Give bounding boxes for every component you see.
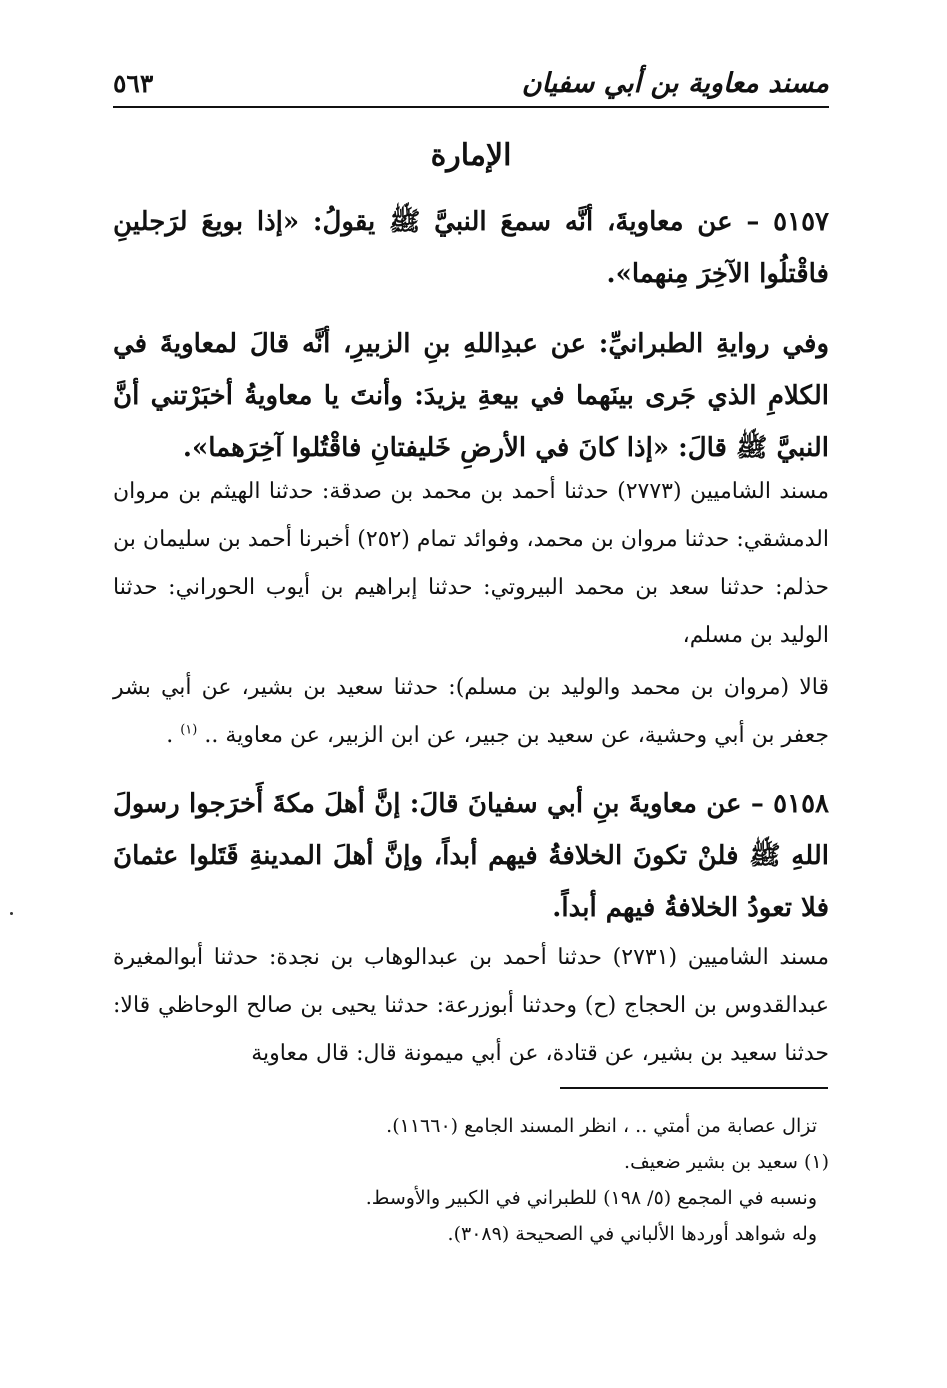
tabarani-narration: وفي روايةِ الطبرانيِّ: عن عبدِاللهِ بنِ الزبيرِ، أنَّه قالَ لمعاويةَ في الكلامِ الذي جَرى بينَهما في بيعةِ يزيدَ: وأنتَ يا معاويةُ أخبَرْتني أنَّ النبيَّ ﷺ قالَ: «إذا كانَ في الأرضِ خَليفتانِ فاقْتُلوا آخِرَهما». xyxy=(113,329,829,463)
hadith-5158 xyxy=(113,778,829,934)
scan-speck xyxy=(10,912,13,915)
footnote-continuation: تزال عصابة من أمتي .. ، انظر المسند الجامع (١١٦٦٠). xyxy=(386,1115,817,1137)
running-title: مسند معاوية بن أبي سفيان xyxy=(521,67,829,99)
section-title: الإمارة xyxy=(430,138,512,173)
source-citation-2-end: . xyxy=(166,723,174,748)
hadith-5157 xyxy=(113,196,829,300)
footnote-1-line-3: وله شواهد أوردها الألباني في الصحيحة (٣٠٨٩). xyxy=(447,1223,817,1245)
source-citation-1: مسند الشاميين (٢٧٧٣) حدثنا أحمد بن محمد بن صدقة: حدثنا الهيثم بن مروان الدمشقي: حدثنا مروان بن محمد، وفوائد تمام (٢٥٢) أخبرنا أحمد بن سليمان بن حذلم: حدثنا سعد بن محمد البيروتي: حدثنا إبراهيم بن أيوب الحوراني: حدثنا الوليد بن مسلم، xyxy=(113,479,829,648)
footnote-separator xyxy=(560,1087,828,1089)
footnote-1-line-2: ونسبه في المجمع (٥/ ١٩٨) للطبراني في الكبير والأوسط. xyxy=(365,1187,817,1209)
page-header xyxy=(113,60,829,108)
footnote-marker: (١) xyxy=(180,722,198,738)
footnotes xyxy=(113,1108,829,1252)
hadith-text: – عن معاويةَ، أنَّه سمعَ النبيَّ ﷺ يقولُ: «إذا بويعَ لرَجلينِ فاقْتلُوا الآخِرَ مِنهما». xyxy=(113,207,829,289)
hadith-number: ٥١٥٨ xyxy=(773,789,829,819)
hadith-text: – عن معاويةَ بنِ أبي سفيانَ قالَ: إنَّ أهلَ مكةَ أَخرَجوا رسولَ اللهِ ﷺ فلنْ تكونَ الخلافةُ فيهم أبداً، وإنَّ أهلَ المدينةِ قَتَلوا عثمانَ فلا تعودُ الخلافةُ فيهم أبداً. xyxy=(113,789,829,923)
footnote-1: (١) سعيد بن بشير ضعيف. xyxy=(624,1151,829,1173)
source-citation-2 xyxy=(113,664,829,760)
source-citation-2-text: قالا (مروان بن محمد والوليد بن مسلم): حدثنا سعيد بن بشير، عن أبي بشر جعفر بن أبي وحشية، عن سعيد بن جبير، عن ابن الزبير، عن معاوية .. xyxy=(113,675,829,748)
page-number: ٥٦٣ xyxy=(113,68,154,98)
source-citation-3: مسند الشاميين (٢٧٣١) حدثنا أحمد بن عبدالوهاب بن نجدة: حدثنا أبوالمغيرة عبدالقدوس بن الحجاج (ح) وحدثنا أبوزرعة: حدثنا يحيى بن صالح الوحاظي قالا: حدثنا سعيد بن بشير، عن قتادة، عن أبي ميمونة قال: قال معاوية xyxy=(113,945,830,1066)
hadith-number: ٥١٥٧ xyxy=(773,207,830,237)
